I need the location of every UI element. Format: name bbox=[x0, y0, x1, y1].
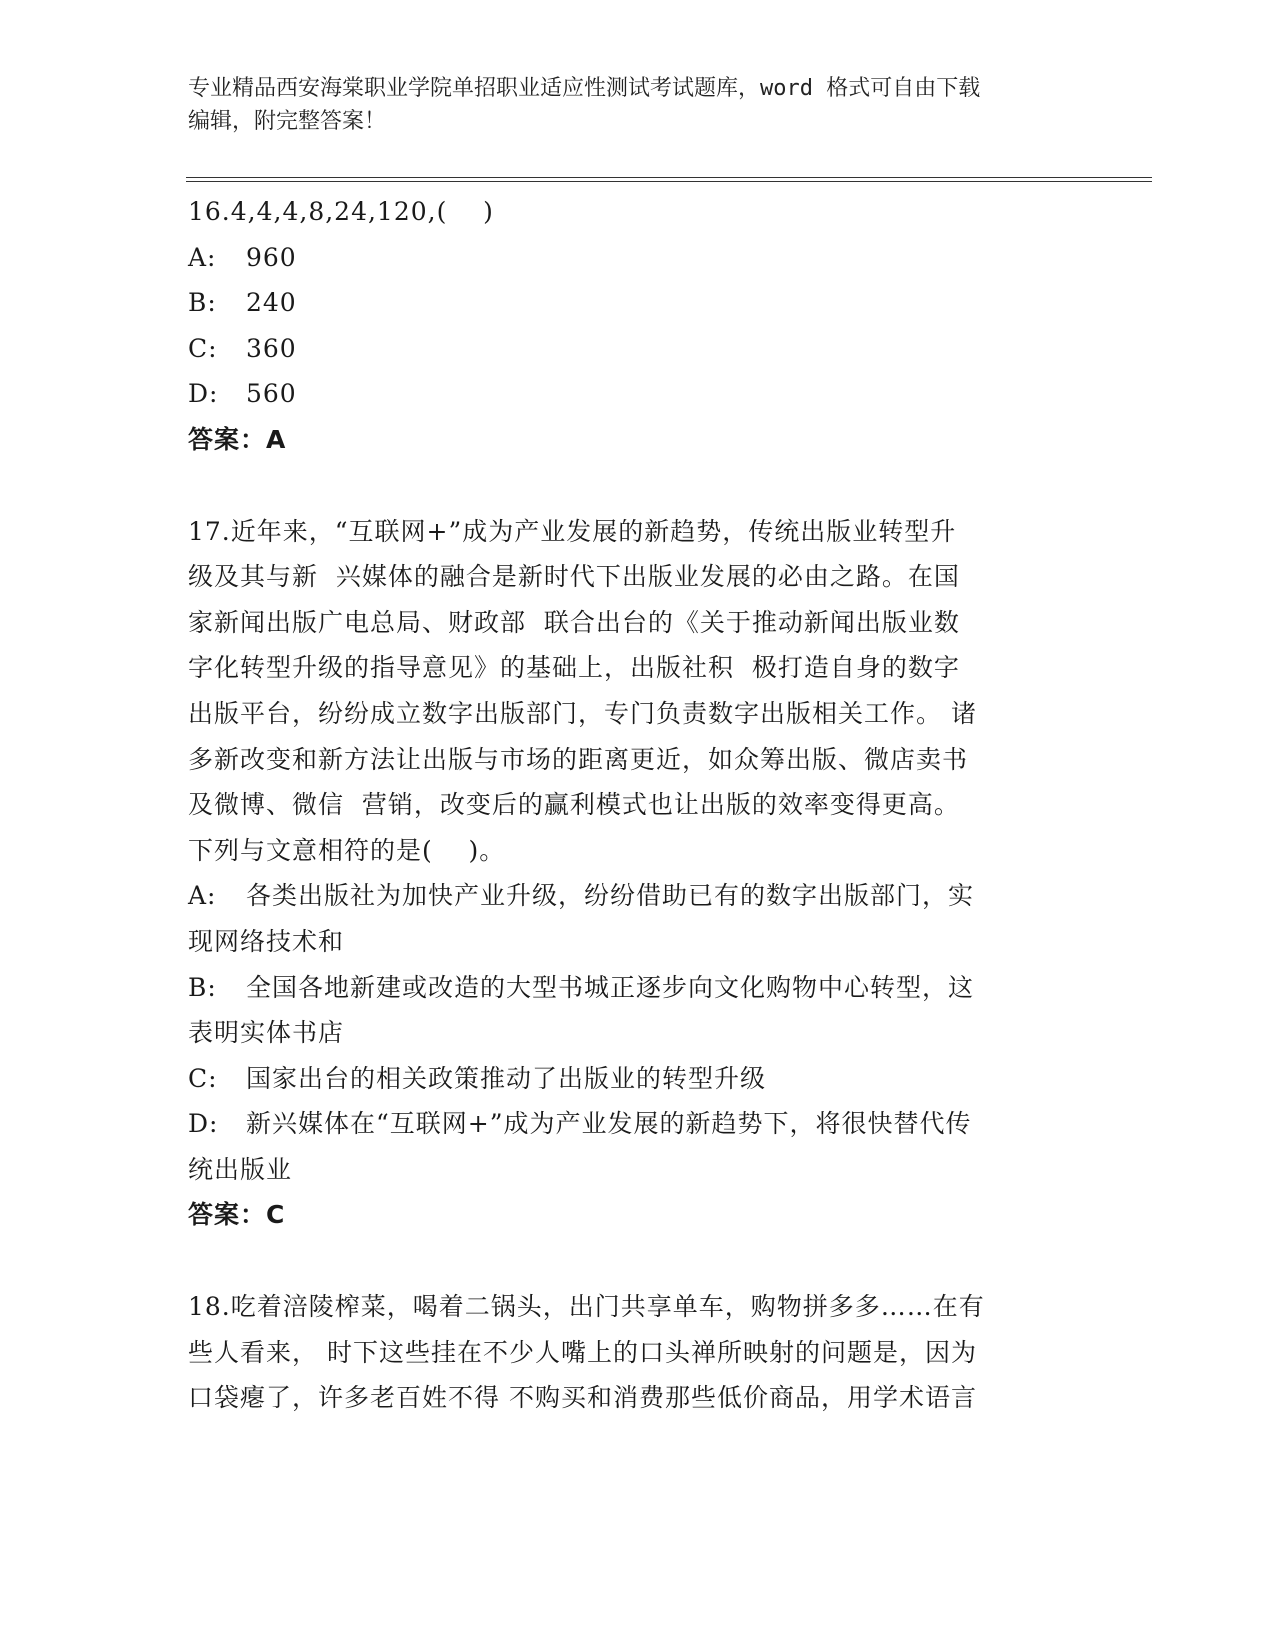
option-a-continued: 现网络技术和 bbox=[188, 926, 345, 956]
option-text: 全国各地新建或改造的大型书城正逐步向文化购物中心转型，这 bbox=[246, 972, 975, 1002]
answer-17: 答案：C bbox=[188, 1200, 286, 1230]
question-stem-line: 17.近年来，“互联网+”成为产业发展的新趋势，传统出版业转型升 bbox=[188, 516, 957, 546]
question-16 bbox=[188, 189, 1078, 463]
option-text: 960 bbox=[246, 242, 297, 272]
spacer bbox=[188, 463, 1078, 509]
question-stem-line: 口袋瘪了，许多老百姓不得 不购买和消费那些低价商品，用学术语言 bbox=[188, 1383, 977, 1413]
option-d bbox=[188, 371, 1078, 417]
option-text: 240 bbox=[246, 288, 297, 318]
option-label: D: bbox=[188, 379, 219, 409]
option-label: B: bbox=[188, 288, 217, 318]
question-stem-line: 下列与文意相符的是( )。 bbox=[188, 835, 506, 865]
option-a bbox=[188, 873, 1078, 919]
question-stem-line: 多新改变和新方法让出版与市场的距离更近，如众筹出版、微店卖书 bbox=[188, 744, 969, 774]
question-stem-line: 字化转型升级的指导意见》的基础上，出版社积 极打造自身的数字 bbox=[188, 653, 960, 683]
option-text: 360 bbox=[246, 333, 297, 363]
question-stem-line: 些人看来， 时下这些挂在不少人嘴上的口头禅所映射的问题是，因为 bbox=[188, 1337, 977, 1367]
option-label: B: bbox=[188, 972, 217, 1002]
header-line-2: 编辑，附完整答案！ bbox=[188, 109, 387, 134]
option-text: 各类出版社为加快产业升级，纷纷借助已有的数字出版部门，实 bbox=[246, 881, 975, 911]
spacer bbox=[188, 1238, 1078, 1284]
option-label: C: bbox=[188, 1063, 218, 1093]
option-d bbox=[188, 1101, 1078, 1147]
option-d-continued: 统出版业 bbox=[188, 1154, 293, 1184]
question-stem-line: 家新闻出版广电总局、财政部 联合出台的《关于推动新闻出版业数 bbox=[188, 607, 960, 637]
option-text: 560 bbox=[246, 379, 297, 409]
option-label: A: bbox=[188, 242, 217, 272]
option-text: 新兴媒体在“互联网+”成为产业发展的新趋势下，将很快替代传 bbox=[246, 1109, 972, 1139]
header-rule-top bbox=[186, 177, 1152, 178]
answer-16: 答案：A bbox=[188, 424, 287, 454]
question-stem-line: 级及其与新 兴媒体的融合是新时代下出版业发展的必由之路。在国 bbox=[188, 562, 960, 592]
document-body bbox=[188, 189, 1078, 1421]
option-c bbox=[188, 1056, 1078, 1102]
option-label: A: bbox=[188, 881, 217, 911]
question-stem-line: 及微博、微信 营销，改变后的赢利模式也让出版的效率变得更高。 bbox=[188, 790, 960, 820]
question-stem-line: 18.吃着涪陵榨菜，喝着二锅头，出门共享单车，购物拼多多……在有 bbox=[188, 1292, 985, 1322]
option-a bbox=[188, 235, 1078, 281]
question-stem: 16.4,4,4,8,24,120,( ) bbox=[188, 197, 494, 226]
header-rule-bottom bbox=[186, 181, 1152, 182]
option-label: D: bbox=[188, 1109, 219, 1139]
option-b bbox=[188, 965, 1078, 1011]
option-b bbox=[188, 280, 1078, 326]
document-header bbox=[188, 72, 1068, 138]
question-stem-line: 出版平台，纷纷成立数字出版部门，专门负责数字出版相关工作。 诸 bbox=[188, 698, 977, 728]
option-text: 国家出台的相关政策推动了出版业的转型升级 bbox=[246, 1063, 767, 1093]
option-c bbox=[188, 326, 1078, 372]
option-b-continued: 表明实体书店 bbox=[188, 1018, 345, 1048]
question-17 bbox=[188, 509, 1078, 1239]
option-label: C: bbox=[188, 333, 218, 363]
question-18 bbox=[188, 1284, 1078, 1421]
header-line-1: 专业精品西安海棠职业学院单招职业适应性测试考试题库，word 格式可自由下载 bbox=[188, 76, 981, 101]
